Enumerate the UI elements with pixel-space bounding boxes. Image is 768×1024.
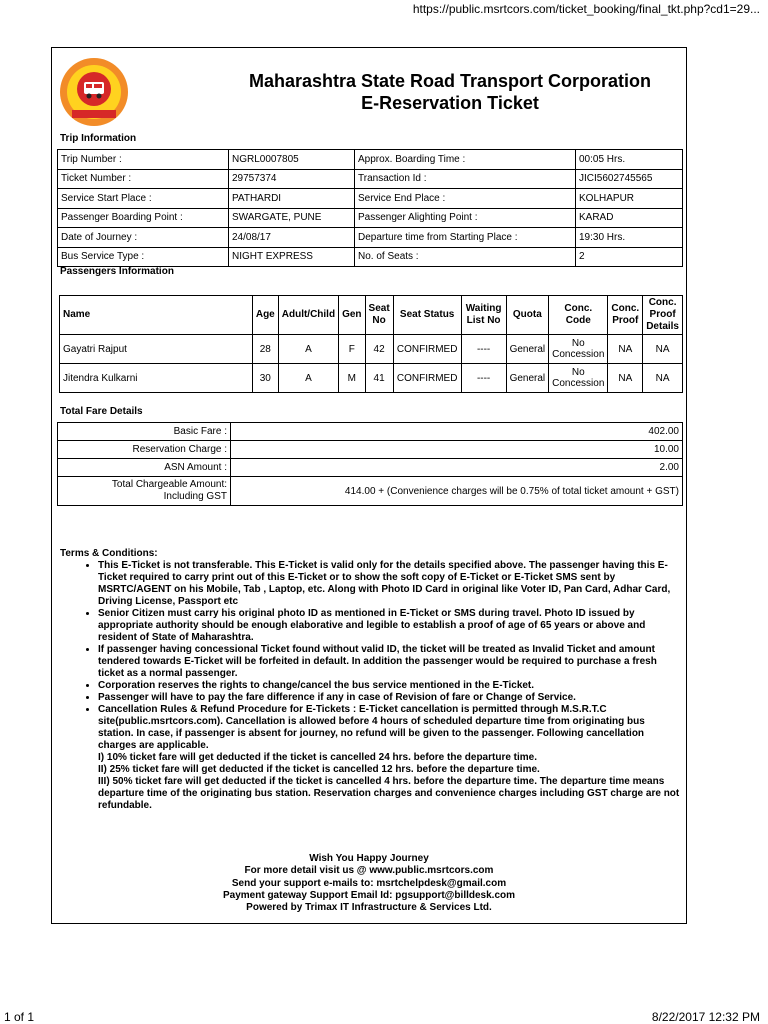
msrtc-logo-icon: [58, 56, 130, 128]
col-waiting-list: [461, 296, 506, 335]
footer-line: Powered by Trimax IT Infrastructure & Services Ltd.: [246, 902, 492, 914]
cell-text: Concession: [552, 378, 605, 389]
trip-key: Bus Service Type :: [58, 247, 229, 267]
passenger-status: CONFIRMED: [393, 335, 461, 364]
trip-value: 00:05 Hrs.: [576, 150, 683, 170]
passenger-age: 28: [252, 335, 278, 364]
trip-value: 29757374: [229, 169, 355, 189]
passenger-conc-proof: NA: [608, 364, 643, 393]
col-conc-proof-details: [643, 296, 683, 335]
fare-label: Reservation Charge :: [58, 441, 231, 459]
print-datetime: 8/22/2017 12:32 PM: [651, 1010, 760, 1024]
cell-text: No: [571, 338, 585, 349]
header-text: List No: [466, 315, 501, 326]
trip-section-label: Trip Information: [60, 133, 137, 144]
fare-value: 402.00: [231, 423, 683, 441]
table-row: [58, 208, 683, 228]
trip-value: NIGHT EXPRESS: [229, 247, 355, 267]
trip-value: SWARGATE, PUNE: [229, 208, 355, 228]
total-label-line: Including GST: [163, 491, 227, 502]
header-text: Code: [565, 315, 591, 326]
terms-list: [60, 560, 680, 752]
col-age: Age: [252, 296, 278, 335]
terms-heading: Terms & Conditions:: [60, 548, 158, 559]
trip-key: Date of Journey :: [58, 228, 229, 248]
terms-item: • Passenger will have to pay the fare difference if any in case of Revision of fare or Change of Service.: [98, 692, 680, 704]
col-seat-no: [365, 296, 393, 335]
col-conc-code: [549, 296, 608, 335]
trip-value: KOLHAPUR: [576, 189, 683, 209]
passenger-seat: 42: [365, 335, 393, 364]
cell-text: No: [571, 367, 585, 378]
page-count: 1 of 1: [4, 1010, 35, 1024]
trip-info-table: [57, 149, 683, 267]
col-adult-child: Adult/Child: [278, 296, 338, 335]
passenger-name: Jitendra Kulkarni: [60, 364, 253, 393]
trip-key: No. of Seats :: [355, 247, 576, 267]
terms-item: • Senior Citizen must carry his original photo ID as mentioned in E-Ticket or SMS during travel. Photo ID issued by appropriate authority should be enough elaborative and legible to establish a proof of age of 65 years or above and resident of State of Maharashtra.: [98, 608, 680, 644]
trip-value: 19:30 Hrs.: [576, 228, 683, 248]
header-text: Conc.: [611, 303, 640, 314]
fare-total-label: [58, 477, 231, 506]
fare-label: Basic Fare :: [58, 423, 231, 441]
passenger-conc-details: NA: [643, 335, 683, 364]
passenger-name: Gayatri Rajput: [60, 335, 253, 364]
trip-value: PATHARDI: [229, 189, 355, 209]
passenger-waiting: ----: [461, 335, 506, 364]
trip-key: Transaction Id :: [355, 169, 576, 189]
passengers-table: [59, 295, 683, 393]
passenger-conc-code: [549, 364, 608, 393]
trip-key: Trip Number :: [58, 150, 229, 170]
passenger-type: A: [278, 335, 338, 364]
footer: [52, 853, 686, 914]
passenger-conc-code: [549, 335, 608, 364]
trip-value: 24/08/17: [229, 228, 355, 248]
trip-key: Passenger Boarding Point :: [58, 208, 229, 228]
cell-text: Concession: [552, 349, 605, 360]
trip-key: Approx. Boarding Time :: [355, 150, 576, 170]
terms-item: • Cancellation Rules & Refund Procedure for E-Tickets : E-Ticket cancellation is permitted through M.S.R.T.C site(public.msrtcors.com). Cancellation is allowed before 4 hours of scheduled departure time from originating bus station. In case, if passenger is absent for journey, no refund will be given to the passenger. Following cancellation charges are applicable.: [98, 704, 680, 752]
fare-label: ASN Amount :: [58, 459, 231, 477]
table-row: [58, 169, 683, 189]
col-name: Name: [60, 296, 253, 335]
trip-key: Departure time from Starting Place :: [355, 228, 576, 248]
passenger-age: 30: [252, 364, 278, 393]
trip-key: Ticket Number :: [58, 169, 229, 189]
fare-table: [57, 422, 683, 506]
passenger-status: CONFIRMED: [393, 364, 461, 393]
passenger-conc-details: NA: [643, 364, 683, 393]
terms-item: • This E-Ticket is not transferable. This E-Ticket is valid only for the details specified above. The passenger having this E-Ticket required to carry print out of this E-Ticket or to show the soft copy of E-Ticket or E-Ticket SMS sent by MSRTC/AGENT on his Mobile, Tab , Laptop, etc. Along with Photo ID Card in original like Voter ID, Pan Card, Adhar Card, Driving License, Passport etc: [98, 560, 680, 608]
terms-item: • If passenger having concessional Ticket found without valid ID, the ticket will be treated as Invalid Ticket and amount tendered towards E-Ticket will be forfeited in default. In addition the passenger would be required to purchase a fresh ticket as a normal passenger.: [98, 644, 680, 680]
table-header-row: [60, 296, 683, 335]
trip-value: 2: [576, 247, 683, 267]
table-row: [58, 441, 683, 459]
passengers-section-label: Passengers Information: [60, 266, 174, 277]
passenger-gen: M: [339, 364, 365, 393]
col-quota: Quota: [506, 296, 549, 335]
header-text: Waiting: [465, 303, 502, 314]
fare-value: 10.00: [231, 441, 683, 459]
terms-and-conditions: [60, 548, 680, 812]
fare-section-label: Total Fare Details: [60, 406, 143, 417]
passenger-conc-proof: NA: [608, 335, 643, 364]
cancellation-rule: I) 10% ticket fare will get deducted if the ticket is cancelled 24 hrs. before the departure time.: [98, 752, 538, 763]
header-text: Conc.: [648, 297, 677, 308]
page-title: [150, 70, 750, 114]
header-text: Proof: [649, 309, 676, 320]
trip-key: Passenger Alighting Point :: [355, 208, 576, 228]
passenger-quota: General: [506, 364, 549, 393]
fare-total-value: 414.00 + (Convenience charges will be 0.75% of total ticket amount + GST): [231, 477, 683, 506]
header-text: Seat: [368, 303, 390, 314]
footer-line: Send your support e-mails to: msrtchelpdesk@gmail.com: [231, 877, 507, 889]
col-seat-status: Seat Status: [393, 296, 461, 335]
trip-value: JICI5602745565: [576, 169, 683, 189]
col-gen: Gen: [339, 296, 365, 335]
table-row: [58, 189, 683, 209]
footer-line: Wish You Happy Journey: [309, 853, 429, 864]
table-row: [58, 477, 683, 506]
header-text: Details: [646, 321, 679, 332]
trip-value: NGRL0007805: [229, 150, 355, 170]
terms-item: • Corporation reserves the rights to change/cancel the bus service mentioned in the E-Ticket.: [98, 680, 680, 692]
col-conc-proof: [608, 296, 643, 335]
header-text: Conc.: [564, 303, 593, 314]
trip-value: KARAD: [576, 208, 683, 228]
title-line-1: Maharashtra State Road Transport Corporation: [248, 71, 652, 91]
table-row: [58, 228, 683, 248]
table-row: [58, 423, 683, 441]
total-label-line: Total Chargeable Amount:: [111, 479, 227, 490]
header-text: Proof: [612, 315, 639, 326]
passenger-type: A: [278, 364, 338, 393]
title-line-2: E-Reservation Ticket: [361, 93, 539, 113]
table-row: [60, 335, 683, 364]
footer-line: Payment gateway Support Email Id: pgsupport@billdesk.com: [222, 889, 516, 901]
trip-key: Service End Place :: [355, 189, 576, 209]
cancellation-rule: II) 25% ticket fare will get deducted if the ticket is cancelled 12 hrs. before the departure time.: [98, 764, 540, 775]
header-text: No: [372, 315, 386, 326]
table-row: [58, 247, 683, 267]
passenger-quota: General: [506, 335, 549, 364]
passenger-waiting: ----: [461, 364, 506, 393]
cancellation-rule: III) 50% ticket fare will get deducted if the ticket is cancelled 4 hrs. before the departure time. The departure time means departure time of the originating bus station. Reservation charges and convenience charges including GST charge are not refundable.: [98, 776, 680, 811]
fare-value: 2.00: [231, 459, 683, 477]
table-row: [60, 364, 683, 393]
table-row: [58, 459, 683, 477]
table-row: [58, 150, 683, 170]
passenger-gen: F: [339, 335, 365, 364]
trip-key: Service Start Place :: [58, 189, 229, 209]
passenger-seat: 41: [365, 364, 393, 393]
footer-line: For more detail visit us @ www.public.msrtcors.com: [244, 865, 494, 877]
browser-url[interactable]: https://public.msrtcors.com/ticket_booking/final_tkt.php?cd1=29...: [412, 2, 760, 16]
